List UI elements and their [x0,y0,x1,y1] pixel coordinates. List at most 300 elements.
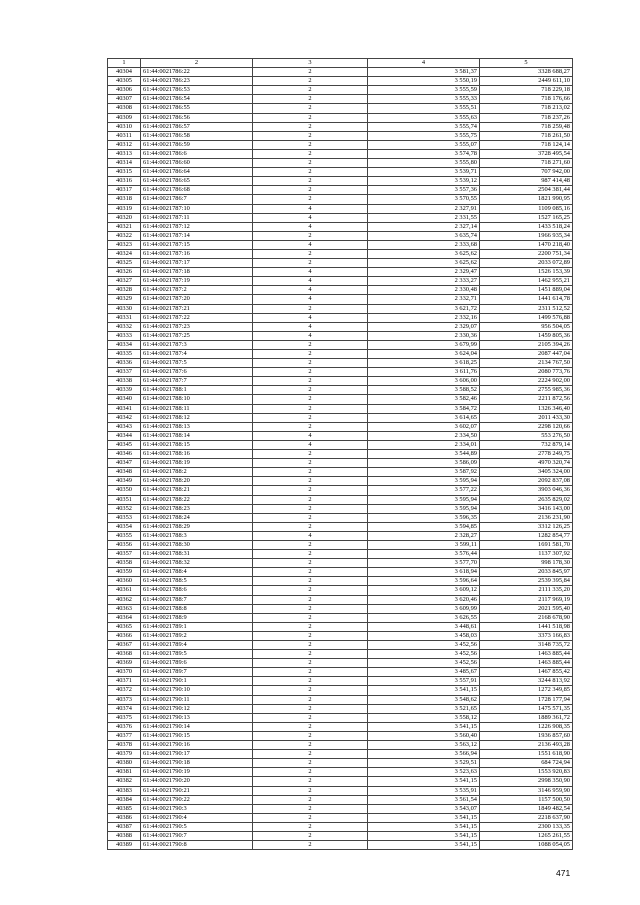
floor-count-cell: 2 [253,495,368,504]
area-value-cell: 3 624,04 [368,350,480,359]
table-row [108,631,573,640]
area-value-cell: 3 535,91 [368,786,480,795]
floor-count-cell: 2 [253,513,368,522]
cadastral-number-cell: 61:44:0021786:7 [141,195,253,204]
cost-value-cell: 3405 324,00 [480,468,573,477]
table-row [108,204,573,213]
row-number-cell: 40306 [108,86,141,95]
row-number-cell: 40382 [108,777,141,786]
floor-count-cell: 2 [253,186,368,195]
table-row [108,440,573,449]
table-row [108,595,573,604]
table-row [108,577,573,586]
cost-value-cell: 2168 678,90 [480,613,573,622]
cadastral-number-cell: 61:44:0021786:60 [141,159,253,168]
cadastral-number-cell: 61:44:0021787:3 [141,340,253,349]
table-row [108,495,573,504]
cadastral-number-cell: 61:44:0021788:23 [141,504,253,513]
area-value-cell: 3 485,67 [368,668,480,677]
table-row [108,95,573,104]
area-value-cell: 2 329,07 [368,322,480,331]
row-number-cell: 40311 [108,131,141,140]
cost-value-cell: 1226 908,35 [480,722,573,731]
table-row [108,586,573,595]
cost-value-cell: 718 124,14 [480,140,573,149]
cost-value-cell: 3328 688,27 [480,68,573,77]
table-row [108,149,573,158]
row-number-cell: 40346 [108,450,141,459]
cost-value-cell: 1966 935,34 [480,231,573,240]
row-number-cell: 40315 [108,168,141,177]
cadastral-number-cell: 61:44:0021790:21 [141,786,253,795]
cadastral-number-cell: 61:44:0021788:1 [141,386,253,395]
table-row [108,413,573,422]
table-row [108,777,573,786]
area-value-cell: 3 620,46 [368,595,480,604]
cost-value-cell: 998 178,30 [480,559,573,568]
column-header-1: 1 [108,59,141,68]
cost-value-cell: 1326 346,40 [480,404,573,413]
cadastral-number-cell: 61:44:0021787:20 [141,295,253,304]
cadastral-number-cell: 61:44:0021786:57 [141,122,253,131]
row-number-cell: 40377 [108,731,141,740]
cost-value-cell: 2211 872,56 [480,395,573,404]
table-row [108,677,573,686]
cadastral-number-cell: 61:44:0021788:11 [141,404,253,413]
cost-value-cell: 2033 845,97 [480,568,573,577]
floor-count-cell: 2 [253,586,368,595]
table-row [108,540,573,549]
table-row [108,431,573,440]
cadastral-number-cell: 61:44:0021788:9 [141,613,253,622]
floor-count-cell: 2 [253,122,368,131]
cadastral-number-cell: 61:44:0021786:64 [141,168,253,177]
floor-count-cell: 2 [253,304,368,313]
table-row [108,741,573,750]
row-number-cell: 40340 [108,395,141,404]
table-row [108,377,573,386]
row-number-cell: 40327 [108,277,141,286]
floor-count-cell: 2 [253,750,368,759]
cadastral-number-cell: 61:44:0021789:6 [141,659,253,668]
table-row [108,77,573,86]
area-value-cell: 2 334,50 [368,431,480,440]
area-value-cell: 3 581,37 [368,68,480,77]
row-number-cell: 40308 [108,104,141,113]
floor-count-cell: 2 [253,477,368,486]
row-number-cell: 40348 [108,468,141,477]
cadastral-number-cell: 61:44:0021787:12 [141,222,253,231]
cost-value-cell: 2080 773,76 [480,368,573,377]
area-value-cell: 3 539,12 [368,177,480,186]
table-row [108,195,573,204]
table-row [108,304,573,313]
area-value-cell: 3 588,52 [368,386,480,395]
row-number-cell: 40339 [108,386,141,395]
floor-count-cell: 2 [253,613,368,622]
cost-value-cell: 1475 571,35 [480,704,573,713]
table-row [108,213,573,222]
cadastral-number-cell: 61:44:0021790:10 [141,686,253,695]
row-number-cell: 40305 [108,77,141,86]
cost-value-cell: 1451 889,04 [480,286,573,295]
table-row [108,104,573,113]
cadastral-number-cell: 61:44:0021787:2 [141,286,253,295]
cost-value-cell: 1499 576,88 [480,313,573,322]
cost-value-cell: 2033 072,89 [480,259,573,268]
table-row [108,186,573,195]
area-value-cell: 3 625,62 [368,249,480,258]
floor-count-cell: 2 [253,368,368,377]
cadastral-number-cell: 61:44:0021788:30 [141,540,253,549]
area-value-cell: 3 458,03 [368,631,480,640]
area-value-cell: 2 332,16 [368,313,480,322]
area-value-cell: 3 595,94 [368,504,480,513]
cost-value-cell: 718 271,60 [480,159,573,168]
area-value-cell: 3 541,15 [368,722,480,731]
row-number-cell: 40372 [108,686,141,695]
cost-value-cell: 2200 751,34 [480,249,573,258]
cadastral-number-cell: 61:44:0021786:68 [141,186,253,195]
table-row [108,350,573,359]
row-number-cell: 40367 [108,641,141,650]
cost-value-cell: 1463 885,44 [480,659,573,668]
table-row [108,613,573,622]
row-number-cell: 40324 [108,249,141,258]
floor-count-cell: 2 [253,641,368,650]
cadastral-number-cell: 61:44:0021790:20 [141,777,253,786]
table-row [108,131,573,140]
area-value-cell: 3 679,99 [368,340,480,349]
cost-value-cell: 1157 500,50 [480,795,573,804]
floor-count-cell: 2 [253,68,368,77]
area-value-cell: 2 332,71 [368,295,480,304]
floor-count-cell: 2 [253,249,368,258]
floor-count-cell: 2 [253,695,368,704]
table-row [108,831,573,840]
row-number-cell: 40313 [108,149,141,158]
row-number-cell: 40387 [108,822,141,831]
table-row [108,122,573,131]
cadastral-number-cell: 61:44:0021786:59 [141,140,253,149]
row-number-cell: 40368 [108,650,141,659]
cadastral-number-cell: 61:44:0021788:12 [141,413,253,422]
floor-count-cell: 2 [253,450,368,459]
area-value-cell: 3 523,63 [368,768,480,777]
floor-count-cell: 2 [253,386,368,395]
cost-value-cell: 718 261,50 [480,131,573,140]
area-value-cell: 2 334,01 [368,440,480,449]
table-row [108,522,573,531]
floor-count-cell: 2 [253,622,368,631]
row-number-cell: 40388 [108,831,141,840]
cadastral-number-cell: 61:44:0021788:13 [141,422,253,431]
cost-value-cell: 2300 133,35 [480,822,573,831]
cadastral-number-cell: 61:44:0021787:11 [141,213,253,222]
cost-value-cell: 1551 618,90 [480,750,573,759]
floor-count-cell: 4 [253,268,368,277]
table-row [108,313,573,322]
row-number-cell: 40362 [108,595,141,604]
floor-count-cell: 2 [253,77,368,86]
row-number-cell: 40321 [108,222,141,231]
row-number-cell: 40375 [108,713,141,722]
area-value-cell: 3 541,15 [368,813,480,822]
cost-value-cell: 2504 381,44 [480,186,573,195]
area-value-cell: 2 327,14 [368,222,480,231]
row-number-cell: 40359 [108,568,141,577]
floor-count-cell: 2 [253,559,368,568]
area-value-cell: 3 541,15 [368,831,480,840]
cost-value-cell: 3148 735,72 [480,641,573,650]
area-value-cell: 3 595,94 [368,495,480,504]
area-value-cell: 3 577,70 [368,559,480,568]
cost-value-cell: 1109 085,16 [480,204,573,213]
cost-value-cell: 1527 165,25 [480,213,573,222]
column-header-4: 4 [368,59,480,68]
table-row [108,841,573,850]
row-number-cell: 40345 [108,440,141,449]
row-number-cell: 40370 [108,668,141,677]
cost-value-cell: 3146 959,90 [480,786,573,795]
cadastral-number-cell: 61:44:0021788:19 [141,459,253,468]
area-value-cell: 3 602,07 [368,422,480,431]
row-number-cell: 40381 [108,768,141,777]
area-value-cell: 3 614,65 [368,413,480,422]
cadastral-number-cell: 61:44:0021788:4 [141,568,253,577]
cost-value-cell: 1470 218,40 [480,240,573,249]
row-number-cell: 40304 [108,68,141,77]
row-number-cell: 40328 [108,286,141,295]
area-value-cell: 3 539,71 [368,168,480,177]
area-value-cell: 3 555,07 [368,140,480,149]
floor-count-cell: 2 [253,413,368,422]
table-row [108,159,573,168]
cost-value-cell: 1088 054,05 [480,841,573,850]
table-row [108,359,573,368]
cadastral-number-cell: 61:44:0021787:21 [141,304,253,313]
cost-value-cell: 3903 046,36 [480,486,573,495]
area-value-cell: 3 596,64 [368,577,480,586]
table-row [108,268,573,277]
cost-value-cell: 956 504,05 [480,322,573,331]
cost-value-cell: 718 213,02 [480,104,573,113]
floor-count-cell: 4 [253,204,368,213]
floor-count-cell: 2 [253,149,368,158]
cost-value-cell: 707 942,00 [480,168,573,177]
area-value-cell: 3 609,99 [368,604,480,613]
floor-count-cell: 4 [253,240,368,249]
row-number-cell: 40312 [108,140,141,149]
area-value-cell: 3 626,55 [368,613,480,622]
area-value-cell: 3 594,85 [368,522,480,531]
floor-count-cell: 2 [253,722,368,731]
area-value-cell: 3 587,92 [368,468,480,477]
cadastral-number-cell: 61:44:0021790:8 [141,841,253,850]
table-row [108,113,573,122]
cadastral-number-cell: 61:44:0021788:3 [141,531,253,540]
table-row [108,240,573,249]
cost-value-cell: 2136 231,90 [480,513,573,522]
row-number-cell: 40363 [108,604,141,613]
area-value-cell: 3 544,89 [368,450,480,459]
row-number-cell: 40344 [108,431,141,440]
floor-count-cell: 2 [253,104,368,113]
row-number-cell: 40326 [108,268,141,277]
area-value-cell: 3 584,72 [368,404,480,413]
area-value-cell: 3 570,55 [368,195,480,204]
row-number-cell: 40371 [108,677,141,686]
cost-value-cell: 1889 361,72 [480,713,573,722]
row-number-cell: 40379 [108,750,141,759]
row-number-cell: 40329 [108,295,141,304]
cost-value-cell: 1467 855,42 [480,668,573,677]
row-number-cell: 40341 [108,404,141,413]
row-number-cell: 40386 [108,813,141,822]
floor-count-cell: 2 [253,231,368,240]
cadastral-number-cell: 61:44:0021789:7 [141,668,253,677]
table-row [108,450,573,459]
cadastral-number-cell: 61:44:0021786:22 [141,68,253,77]
cadastral-number-cell: 61:44:0021787:18 [141,268,253,277]
cadastral-number-cell: 61:44:0021789:5 [141,650,253,659]
table-row [108,559,573,568]
floor-count-cell: 2 [253,604,368,613]
table-row [108,795,573,804]
row-number-cell: 40320 [108,213,141,222]
table-row [108,486,573,495]
floor-count-cell: 2 [253,404,368,413]
cost-value-cell: 1553 920,83 [480,768,573,777]
floor-count-cell: 2 [253,177,368,186]
floor-count-cell: 2 [253,340,368,349]
row-number-cell: 40354 [108,522,141,531]
floor-count-cell: 2 [253,731,368,740]
cadastral-number-cell: 61:44:0021786:54 [141,95,253,104]
area-value-cell: 3 541,15 [368,841,480,850]
area-value-cell: 3 611,76 [368,368,480,377]
row-number-cell: 40307 [108,95,141,104]
row-number-cell: 40338 [108,377,141,386]
table-row [108,404,573,413]
table-row [108,659,573,668]
area-value-cell: 2 333,68 [368,240,480,249]
row-number-cell: 40355 [108,531,141,540]
cadastral-number-cell: 61:44:0021788:31 [141,550,253,559]
cadastral-number-cell: 61:44:0021788:22 [141,495,253,504]
row-number-cell: 40369 [108,659,141,668]
cost-value-cell: 2092 837,08 [480,477,573,486]
row-number-cell: 40366 [108,631,141,640]
cost-value-cell: 3728 495,54 [480,149,573,158]
floor-count-cell: 2 [253,159,368,168]
cost-value-cell: 3416 143,00 [480,504,573,513]
row-number-cell: 40330 [108,304,141,313]
data-table [107,58,573,850]
cost-value-cell: 1265 261,55 [480,831,573,840]
cost-value-cell: 2111 335,20 [480,586,573,595]
floor-count-cell: 2 [253,813,368,822]
area-value-cell: 3 606,00 [368,377,480,386]
cost-value-cell: 2298 120,66 [480,422,573,431]
row-number-cell: 40343 [108,422,141,431]
floor-count-cell: 2 [253,831,368,840]
cost-value-cell: 1463 885,44 [480,650,573,659]
cadastral-number-cell: 61:44:0021789:2 [141,631,253,640]
cost-value-cell: 553 276,50 [480,431,573,440]
area-value-cell: 3 541,15 [368,777,480,786]
table-row [108,650,573,659]
floor-count-cell: 2 [253,804,368,813]
table-row [108,759,573,768]
cadastral-number-cell: 61:44:0021786:23 [141,77,253,86]
cadastral-number-cell: 61:44:0021787:7 [141,377,253,386]
cost-value-cell: 1936 857,60 [480,731,573,740]
cost-value-cell: 2755 985,36 [480,386,573,395]
cadastral-number-cell: 61:44:0021788:24 [141,513,253,522]
cadastral-number-cell: 61:44:0021786:58 [141,131,253,140]
row-number-cell: 40323 [108,240,141,249]
row-number-cell: 40357 [108,550,141,559]
floor-count-cell: 2 [253,659,368,668]
cadastral-number-cell: 61:44:0021790:17 [141,750,253,759]
table-row [108,422,573,431]
floor-count-cell: 2 [253,195,368,204]
area-value-cell: 3 555,75 [368,131,480,140]
floor-count-cell: 2 [253,786,368,795]
row-number-cell: 40364 [108,613,141,622]
area-value-cell: 3 550,19 [368,77,480,86]
table-row [108,295,573,304]
area-value-cell: 3 576,44 [368,550,480,559]
floor-count-cell: 4 [253,531,368,540]
cadastral-number-cell: 61:44:0021790:7 [141,831,253,840]
area-value-cell: 3 560,40 [368,731,480,740]
cost-value-cell: 2134 767,50 [480,359,573,368]
floor-count-cell: 4 [253,331,368,340]
floor-count-cell: 2 [253,259,368,268]
table-row [108,604,573,613]
row-number-cell: 40335 [108,350,141,359]
area-value-cell: 3 558,12 [368,713,480,722]
row-number-cell: 40353 [108,513,141,522]
area-value-cell: 2 331,55 [368,213,480,222]
cost-value-cell: 2117 969,19 [480,595,573,604]
cadastral-number-cell: 61:44:0021788:14 [141,431,253,440]
cost-value-cell: 1441 614,78 [480,295,573,304]
area-value-cell: 3 452,56 [368,641,480,650]
table-row [108,286,573,295]
area-value-cell: 2 330,48 [368,286,480,295]
row-number-cell: 40317 [108,186,141,195]
area-value-cell: 3 577,22 [368,486,480,495]
cost-value-cell: 2087 447,04 [480,350,573,359]
cost-value-cell: 2449 611,10 [480,77,573,86]
floor-count-cell: 2 [253,468,368,477]
floor-count-cell: 2 [253,841,368,850]
cadastral-number-cell: 61:44:0021786:6 [141,149,253,158]
floor-count-cell: 2 [253,422,368,431]
table-row [108,622,573,631]
table-row [108,786,573,795]
floor-count-cell: 2 [253,759,368,768]
row-number-cell: 40374 [108,704,141,713]
cadastral-number-cell: 61:44:0021790:16 [141,741,253,750]
cadastral-number-cell: 61:44:0021787:22 [141,313,253,322]
cadastral-number-cell: 61:44:0021790:4 [141,813,253,822]
floor-count-cell: 2 [253,131,368,140]
area-value-cell: 3 529,51 [368,759,480,768]
